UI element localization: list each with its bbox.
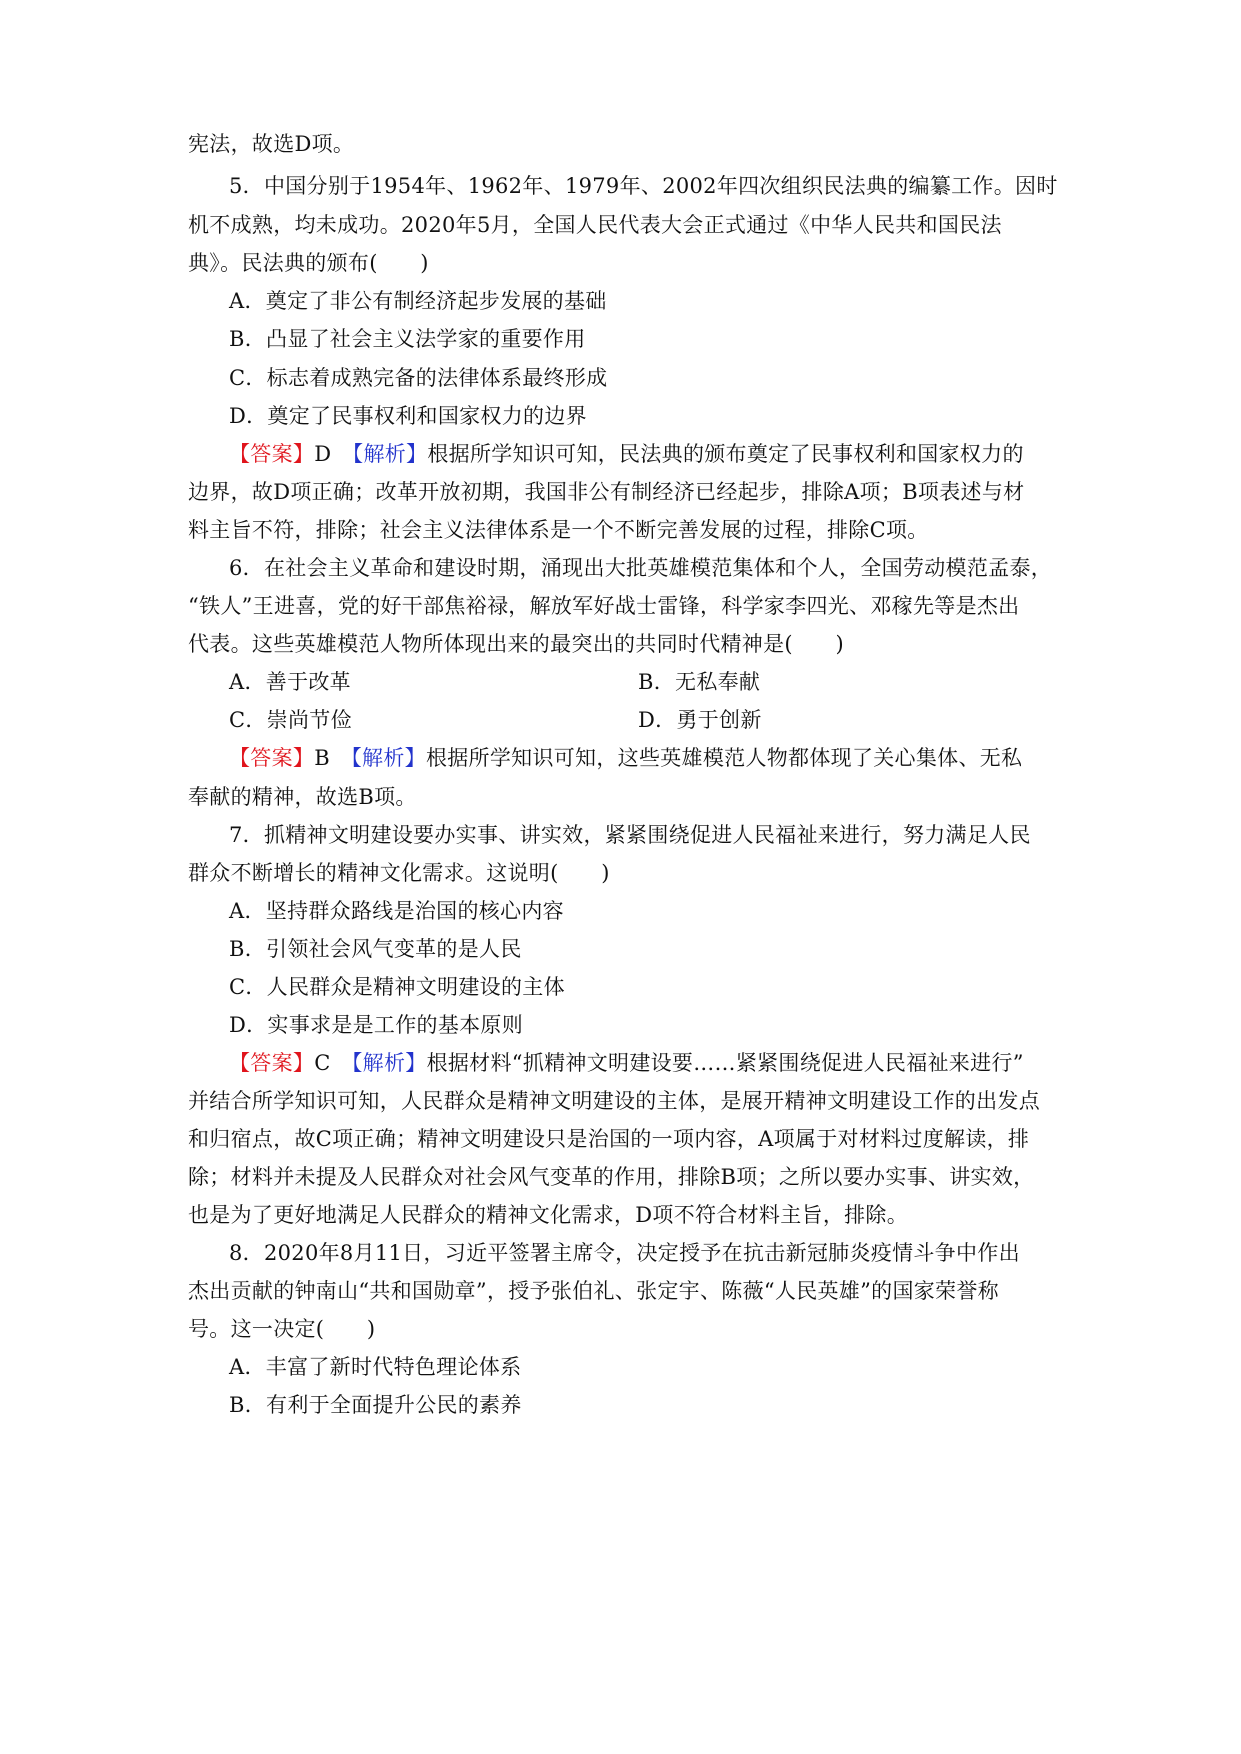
option-a: A．奠定了非公有制经济起步发展的基础 [229,289,607,313]
text-line: 料主旨不符，排除；社会主义法律体系是一个不断完善发展的过程，排除C项。 [188,518,929,542]
text-line: 号。这一决定( ) [188,1317,376,1341]
question-8-stem: 8．2020年8月11日，习近平签署主席令，决定授予在抗击新冠肺炎疫情斗争中作出 [229,1241,1020,1265]
option-c: C．标志着成熟完备的法律体系最终形成 [229,366,608,390]
text-line: 代表。这些英雄模范人物所体现出来的最突出的共同时代精神是( ) [188,632,844,656]
option-c: C．人民群众是精神文明建设的主体 [229,975,565,999]
answer-label: 【答案】 [229,746,315,770]
analysis-label: 【解析】 [352,442,428,466]
text-line: 机不成熟，均未成功。2020年5月，全国人民代表大会正式通过《中华人民共和国民法 [188,213,1002,237]
option-b: B．凸显了社会主义法学家的重要作用 [229,327,586,351]
option-d: D．实事求是是工作的基本原则 [229,1013,524,1037]
analysis-text: 根据材料“抓精神文明建设要……紧紧围绕促进人民福祉来进行” [426,1051,1024,1075]
option-a: A．坚持群众路线是治国的核心内容 [229,899,564,923]
text-line: 并结合所学知识可知，人民群众是精神文明建设的主体，是展开精神文明建设工作的出发点 [188,1089,1040,1113]
answer-value: C [314,1051,352,1075]
option-d: D．奠定了民事权利和国家权力的边界 [229,404,587,428]
answer-line [229,1049,1095,1077]
option-a: A．善于改革 [229,670,351,694]
text-line: 宪法，故选D项。 [188,132,355,156]
answer-value: B [314,746,352,770]
text-line: “铁人”王进喜，党的好干部焦裕禄，解放军好战士雷锋，科学家李四光、邓稼先等是杰出 [188,594,1020,618]
analysis-label: 【解析】 [351,1051,427,1075]
option-b: B．引领社会风气变革的是人民 [229,937,522,961]
text-line: 也是为了更好地满足人民群众的精神文化需求，D项不符合材料主旨，排除。 [188,1203,909,1227]
option-d: D．勇于创新 [638,708,762,732]
text-line: 典》。民法典的颁布( ) [188,251,429,275]
text-line: 奉献的精神，故选B项。 [188,785,417,809]
answer-label: 【答案】 [229,442,315,466]
analysis-text: 根据所学知识可知，民法典的颁布奠定了民事权利和国家权力的 [427,442,1024,466]
analysis-label: 【解析】 [351,746,426,770]
option-b: B．有利于全面提升公民的素养 [229,1393,522,1417]
text-line: 边界，故D项正确；改革开放初期，我国非公有制经济已经起步，排除A项；B项表述与材 [188,480,1025,504]
answer-line [229,744,1095,772]
option-c: C．崇尚节俭 [229,708,352,732]
answer-line [229,440,1095,468]
text-line: 除；材料并未提及人民群众对社会风气变革的作用，排除B项；之所以要办实事、讲实效， [188,1165,1035,1189]
question-5-stem: 5．中国分别于1954年、1962年、1979年、2002年四次组织民法典的编纂工作。因时 [229,174,1058,198]
option-b: B．无私奉献 [638,670,761,694]
analysis-text: 根据所学知识可知，这些英雄模范人物都体现了关心集体、无私 [425,746,1023,770]
question-7-stem: 7．抓精神文明建设要办实事、讲实效，紧紧围绕促进人民福祉来进行，努力满足人民 [229,823,1031,847]
text-line: 群众不断增长的精神文化需求。这说明( ) [188,861,610,885]
option-a: A．丰富了新时代特色理论体系 [229,1355,522,1379]
question-6-stem: 6．在社会主义革命和建设时期，涌现出大批英雄模范集体和个人，全国劳动模范孟泰， [229,556,1053,580]
answer-label: 【答案】 [229,1051,315,1075]
text-line: 和归宿点，故C项正确；精神文明建设只是治国的一项内容，A项属于对材料过度解读，排 [188,1127,1030,1151]
answer-value: D [314,442,353,466]
text-line: 杰出贡献的钟南山“共和国勋章”，授予张伯礼、张定宇、陈薇“人民英雄”的国家荣誉称 [188,1279,999,1303]
